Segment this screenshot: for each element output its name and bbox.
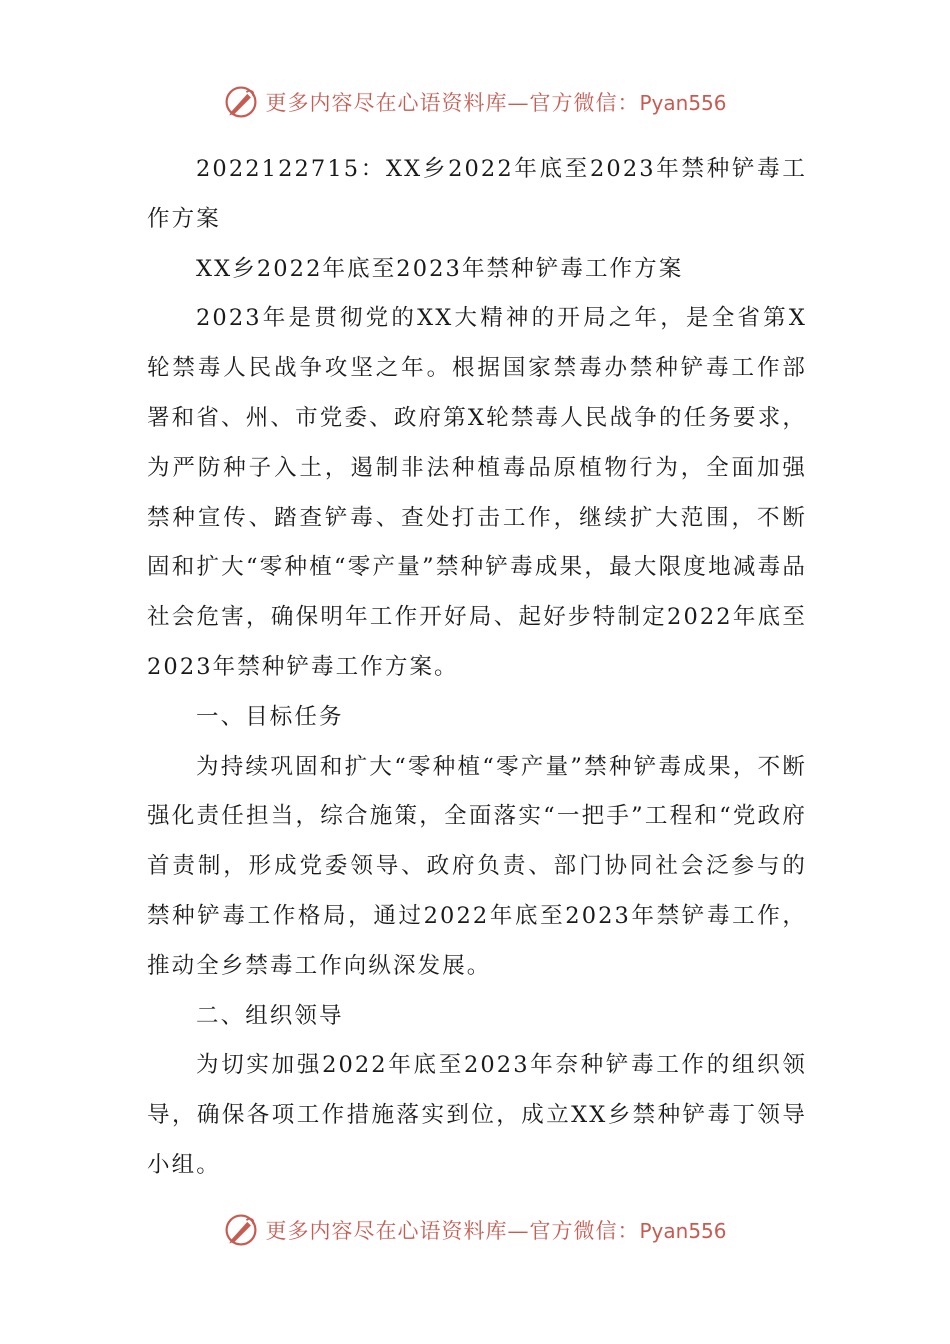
section-targets-paragraph: 为持续巩固和扩大“零种植“零产量”禁种铲毒成果，不断强化责任担当，综合施策，全面落实“一把手”工程和“党政府首责制，形成党委领导、政府负责、部门协同社会泛参与的禁种铲毒工作格局，通过2022年底至2023年禁铲毒工作，推动全乡禁毒工作向纵深发展。 — [147, 753, 807, 979]
document-body — [147, 145, 807, 1191]
watermark-wechat-id: Pyan556 — [639, 91, 727, 115]
pen-logo-icon — [223, 1212, 259, 1248]
document-subtitle: XX乡2022年底至2023年禁种铲毒工作方案 — [196, 255, 684, 282]
intro-paragraph: 2023年是贯彻党的XX大精神的开局之年，是全省第X轮禁毒人民战争攻坚之年。根据国家禁毒办禁种铲毒工作部署和省、州、市党委、政府第X轮禁毒人民战争的任务要求，为严防种子入土，遏制非法种植毒品原植物行为，全面加强禁种宣传、踏查铲毒、查处打击工作，继续扩大范围，不断固和扩大“零种植“零产量”禁种铲毒成果，最大限度地减毒品社会危害，确保明年工作开好局、起好步特制定2022年底至2023年禁种铲毒工作方案。 — [147, 305, 807, 680]
watermark-text: 更多内容尽在心语资料库—官方微信： — [265, 91, 640, 115]
pen-logo-icon — [223, 84, 259, 120]
section-heading-targets: 一、目标任务 — [196, 703, 344, 730]
watermark-text: 更多内容尽在心语资料库—官方微信： — [265, 1219, 640, 1243]
watermark-banner-top — [0, 82, 950, 122]
document-title: 2022122715：XX乡2022年底至2023年禁种铲毒工作方案 — [147, 156, 807, 232]
section-leadership-paragraph: 为切实加强2022年底至2023年奈种铲毒工作的组织领导，确保各项工作措施落实到位，成立XX乡禁种铲毒丁领导小组。 — [147, 1052, 807, 1178]
watermark-banner-bottom — [0, 1210, 950, 1250]
watermark-wechat-id: Pyan556 — [639, 1219, 727, 1243]
section-heading-leadership: 二、组织领导 — [196, 1002, 344, 1029]
